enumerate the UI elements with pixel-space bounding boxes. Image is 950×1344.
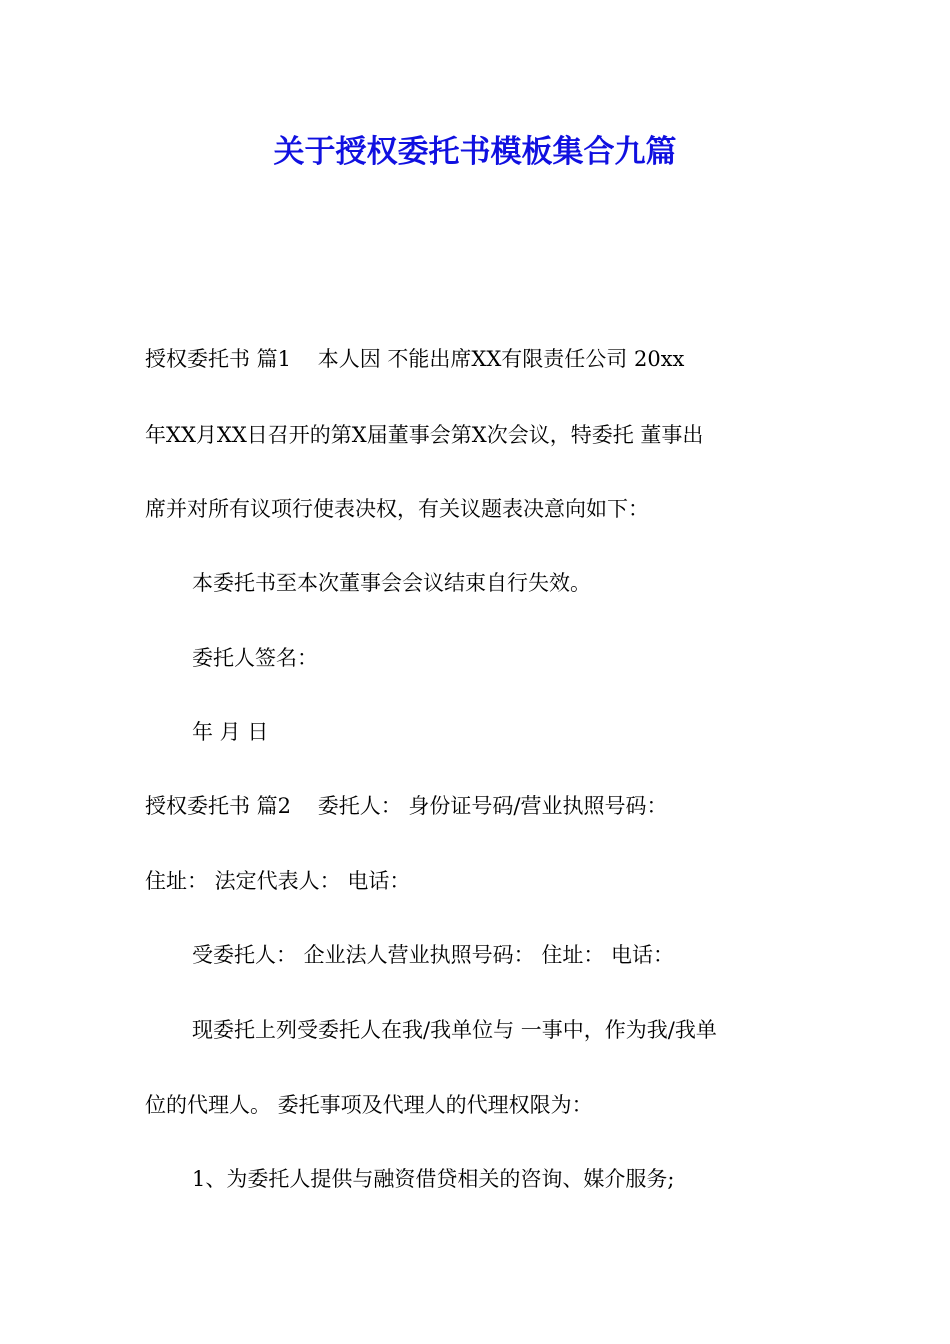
paragraph-line: 位的代理人。 委托事项及代理人的代理权限为： (145, 1093, 593, 1117)
paragraph-line: 年XX月XX日召开的第X届董事会第X次会议，特委托 董事出 (145, 423, 704, 447)
paragraph-line: 住址： 法定代表人： 电话： (145, 869, 411, 893)
paragraph-line: 本委托书至本次董事会会议结束自行失效。 (192, 571, 591, 595)
document-title: 关于授权委托书模板集合九篇 (273, 134, 677, 170)
paragraph-line: 1、为委托人提供与融资借贷相关的咨询、媒介服务; (192, 1167, 675, 1191)
paragraph-line: 授权委托书 篇2 委托人： 身份证号码/营业执照号码： (145, 794, 668, 818)
paragraph-line: 授权委托书 篇1 本人因 不能出席XX有限责任公司 20xx (145, 347, 685, 371)
paragraph-line: 现委托上列受委托人在我/我单位与 一事中，作为我/我单 (192, 1018, 717, 1042)
paragraph-line: 年 月 日 (192, 720, 269, 744)
paragraph-line: 席并对所有议项行使表决权，有关议题表决意向如下： (145, 497, 649, 521)
paragraph-line: 委托人签名： (192, 646, 318, 670)
paragraph-line: 受委托人： 企业法人营业执照号码： 住址： 电话： (192, 943, 675, 967)
